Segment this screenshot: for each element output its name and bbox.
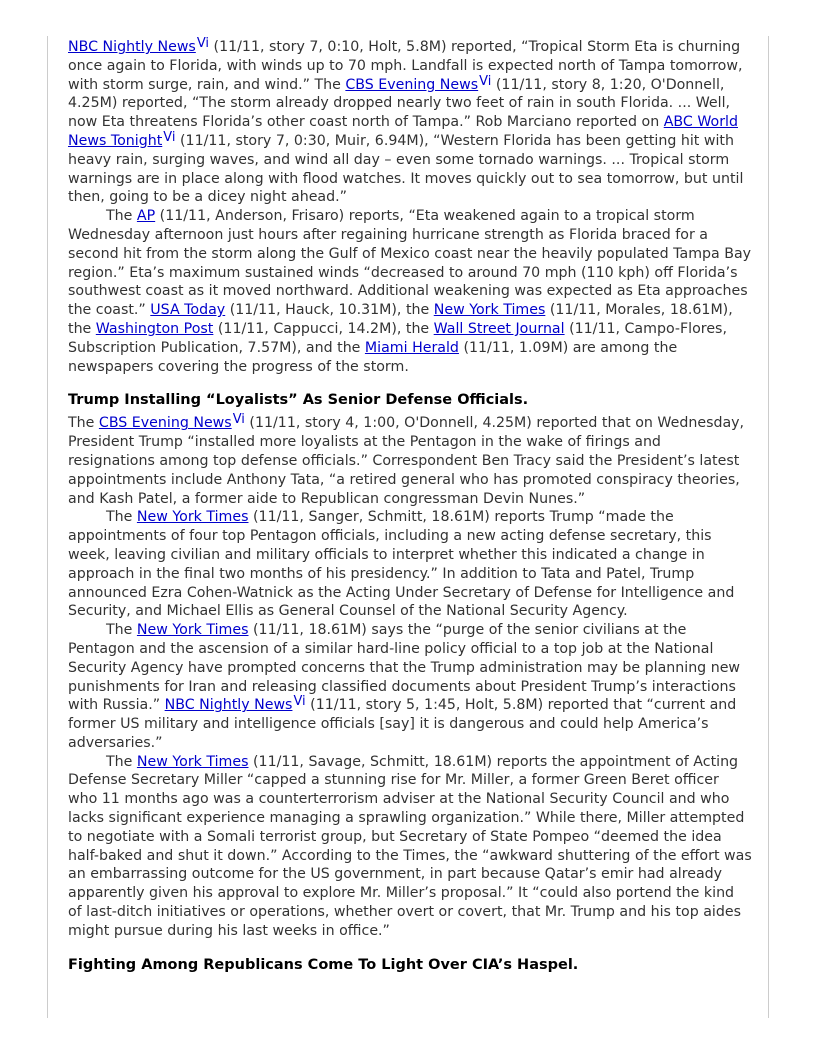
video-icon[interactable]: Vi <box>196 36 210 51</box>
link-ap[interactable]: AP <box>136 208 156 225</box>
link-cbs-evening-news[interactable]: CBS Evening News <box>345 76 479 93</box>
paragraph-text: The <box>68 415 99 432</box>
paragraph-loyalists-cbs <box>68 414 752 508</box>
link-new-york-times[interactable]: New York Times <box>136 509 249 526</box>
link-cbs-evening-news[interactable]: CBS Evening News <box>98 415 232 432</box>
video-icon[interactable]: Vi <box>293 694 306 710</box>
link-wall-street-journal[interactable]: Wall Street Journal <box>433 320 565 337</box>
link-usa-today[interactable]: USA Today <box>150 302 226 319</box>
paragraph-text: (11/11, Sanger, Schmitt, 18.61M) reports Trump “made the appointments of four top Pentagon officials, including a new acting defense secretary, this week, leaving civilian and military officials to interpret whether this indicated a change in approach in the final two months of his presidency.” In addition to Tata and Patel, Trump announced Ezra Cohen-Watnick as the Acting Under Secretary of Defense for Intelligence and Security, and Michael Ellis as General Counsel of the National Security Agency. <box>68 509 735 620</box>
paragraph-text: (11/11, 18.61M) says the “purge of the senior civilians at the Pentagon and the ascension of a similar hard-line policy official to a top job at the National Security Agency have prompted concerns that the Trump administration may be planning new punishments for Iran and releasing classified documents about President Trump’s interactions with Russia.” <box>68 622 741 714</box>
video-icon[interactable]: Vi <box>479 73 492 89</box>
paragraph-text: The <box>106 753 137 770</box>
link-abc-world-news-tonight[interactable]: ABC World News Tonight <box>68 114 738 149</box>
paragraph-text: (11/11, 1.09M) are among the newspapers covering the progress of the storm. <box>68 339 678 375</box>
link-new-york-times[interactable]: New York Times <box>433 302 546 319</box>
link-nbc-nightly-news[interactable]: NBC Nightly News <box>68 39 196 55</box>
paragraph-text: (11/11, Hauck, 10.31M), the <box>225 302 434 319</box>
paragraph-loyalists-nyt-3 <box>68 753 752 941</box>
video-icon[interactable]: Vi <box>232 412 245 428</box>
paragraph-text: The <box>106 509 137 526</box>
right-margin-rule <box>768 36 769 1018</box>
paragraph-text: (11/11, Campo-Flores, Subscription Publication, 7.57M), and the <box>68 320 727 356</box>
link-washington-post[interactable]: Washington Post <box>95 320 214 337</box>
paragraph-text: The <box>106 208 137 225</box>
section-heading-trump-loyalists: Trump Installing “Loyalists” As Senior Defense Officials. <box>68 392 529 409</box>
paragraph-text: (11/11, story 8, 1:20, O'Donnell, 4.25M) reported, “The storm already dropped nearly two feet of rain in south Florida. ... Well, now Eta threatens Florida’s other coast north of Tampa.” Rob Marciano reported on <box>68 76 731 131</box>
paragraph-text: (11/11, Morales, 18.61M), the <box>68 302 733 337</box>
section-heading-cia-haspel: Fighting Among Republicans Come To Light Over CIA’s Haspel. <box>68 956 579 973</box>
paragraph-text: The <box>106 622 137 639</box>
paragraph-text: (11/11, story 7, 0:10, Holt, 5.8M) reported, “Tropical Storm Eta is churning once again to Florida, with winds up to 70 mph. Landfall is expected north of Tampa tomorrow, with storm surge, rain, and wind.” The <box>68 39 743 93</box>
paragraph-text: (11/11, story 5, 1:45, Holt, 5.8M) reported that “current and former US military and intelligence officials [say] it is dangerous and could help America’s adversaries.” <box>68 697 737 751</box>
paragraph-loyalists-nyt-2 <box>68 621 752 753</box>
paragraph-text: (11/11, Cappucci, 14.2M), the <box>213 320 434 337</box>
left-margin-rule <box>47 36 48 1018</box>
paragraph-text: (11/11, story 4, 1:00, O'Donnell, 4.25M) reported that on Wednesday, President Trump “installed more loyalists at the Pentagon in the wake of firings and resignations among top defense officials.” Correspondent Ben Tracy said the President’s latest appointments include Anthony Tata, “a retired general who has promoted conspiracy theories, and Kash Patel, a former aide to Republican congressman Devin Nunes.” <box>68 415 745 507</box>
link-miami-herald[interactable]: Miami Herald <box>364 339 459 356</box>
paragraph-text: (11/11, story 7, 0:30, Muir, 6.94M), “Western Florida has been getting hit with heavy rain, surging waves, and wind all day – even some tornado warnings. ... Tropical storm warnings are in place along with flood watches. It moves quickly out to sea tomorrow, but until then, going to be a dicey night ahead.” <box>68 132 744 206</box>
video-icon[interactable]: Vi <box>163 129 176 145</box>
link-nbc-nightly-news[interactable]: NBC Nightly News <box>164 697 293 714</box>
link-new-york-times[interactable]: New York Times <box>136 622 249 639</box>
paragraph-eta-print <box>68 207 752 376</box>
paragraph-eta-broadcast <box>68 38 752 207</box>
link-new-york-times[interactable]: New York Times <box>136 753 249 770</box>
paragraph-loyalists-nyt-1 <box>68 508 752 621</box>
article-body <box>68 38 752 975</box>
paragraph-text: (11/11, Savage, Schmitt, 18.61M) reports the appointment of Acting Defense Secretary Miller “capped a stunning rise for Mr. Miller, a former Green Beret officer who 11 months ago was a counterterrorism adviser at the National Security Council and who lacks significant experience managing a sprawling organization.” While there, Miller attempted to negotiate with a Somali terrorist group, but Secretary of State Pompeo “deemed the idea half-baked and shut it down.” According to the Times, the “awkward shuttering of the effort was an embarrassing outcome for the US government, in part because Qatar’s emir had already apparently given his approval to explore Mr. Miller’s proposal.” It “could also portend the kind of last-ditch initiatives or operations, whether overt or covert, that Mr. Trump and his top aides might pursue during his last weeks in office.” <box>68 753 752 939</box>
paragraph-text: (11/11, Anderson, Frisaro) reports, “Eta weakened again to a tropical storm Wednesday afternoon just hours after regaining hurricane strength as Florida braced for a second hit from the storm along the Gulf of Mexico coast near the heavily populated Tampa Bay region.” Eta’s maximum sustained winds “decreased to around 70 mph (110 kph) off Florida’s southwest coast as it moved northward. Additional weakening was expected as Eta approaches the coast.” <box>68 208 752 319</box>
